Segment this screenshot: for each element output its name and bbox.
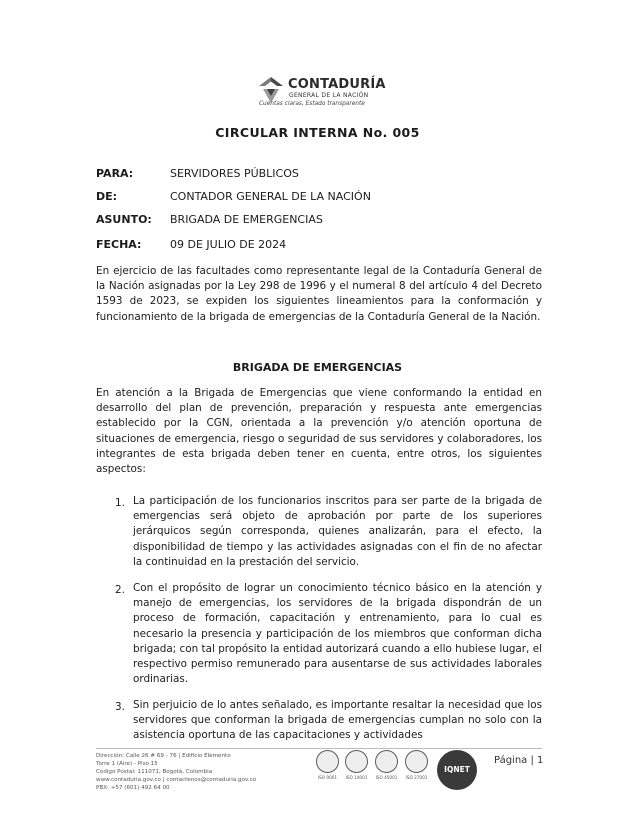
certification-seal-icon (316, 750, 339, 773)
iqnet-seal-icon: IQNET (437, 750, 477, 790)
document-title: CIRCULAR INTERNA No. 005 (215, 125, 420, 140)
certification-badge: ISO 45001 (375, 750, 398, 780)
certification-badge: ISO 27001 (405, 750, 428, 780)
meta-label-de: DE: (96, 190, 118, 203)
list-item-1: La participación de los funcionarios inscritos para ser parte de la brigada de emergencias será objeto de aprobación por parte de los superiores jerárquicos según corresponda, quienes analizarán, para el efecto, la disponibilidad de tiempo y las actividades asignadas con el fin de no afectar la continuidad en la prestación del servicio. (133, 495, 542, 568)
meta-value-de: CONTADOR GENERAL DE LA NACIÓN (170, 190, 371, 203)
meta-value-para: SERVIDORES PÚBLICOS (170, 167, 299, 180)
certification-seal-icon (345, 750, 368, 773)
certification-badge: ISO 9001 (316, 750, 339, 780)
page-number: Página | 1 (494, 755, 544, 766)
meta-label-fecha: FECHA: (96, 238, 142, 251)
certification-badge: ISO 14001 (345, 750, 368, 780)
list-item-3: Sin perjuicio de lo antes señalado, es importante resaltar la necesidad que los servidores que conforman la brigada de emergencias cumplan no solo con la asistencia oportuna de las capacitaciones y actividades (133, 699, 542, 742)
footer-line: PBX: +57 (601) 492 64 00 (96, 785, 170, 791)
item-number-1: 1. (115, 497, 125, 509)
section-title: BRIGADA DE EMERGENCIAS (232, 361, 403, 374)
list-item-2: Con el propósito de lograr un conocimiento técnico básico en la atención y manejo de emergencias, los servidores de la brigada dispondrán de un proceso de formación, capacitación y entrenamiento, para lo cual es necesario la presencia y participación de los miembros que conforman dicha brigada; con tal propósito la entidad autorizará cuando a ello hubiese lugar, el respectivo permiso remunerado para ausentarse de sus actividades laborales ordinarias. (133, 582, 542, 686)
item-number-2: 2. (115, 584, 125, 596)
meta-label-para: PARA: (96, 167, 134, 180)
meta-value-asunto: BRIGADA DE EMERGENCIAS (170, 213, 323, 226)
certification-seal-icon (375, 750, 398, 773)
org-subtitle: GENERAL DE LA NACIÓN (289, 92, 369, 99)
meta-value-fecha: 09 DE JULIO DE 2024 (170, 238, 287, 251)
org-tagline: Cuentas claras, Estado transparente (259, 101, 365, 107)
intro-paragraph: En ejercicio de las facultades como representante legal de la Contaduría General de la Nación asignadas por la Ley 298 de 1996 y el numeral 8 del artículo 4 del Decreto 1593 de 2023, se expiden los siguientes lineamientos para la conformación y funcionamiento de la brigada de emergencias de la Contaduría General de la Nación. (96, 265, 542, 323)
footer-divider (96, 748, 542, 749)
certification-seal-icon (405, 750, 428, 773)
footer-line: Torre 1 (Aire) - Piso 15 (96, 761, 158, 767)
cgn-logo-icon (258, 76, 284, 104)
org-name: CONTADURÍA (288, 77, 386, 92)
footer-line: Dirección: Calle 26 # 69 - 76 | Edificio Elemento (96, 753, 231, 759)
item-number-3: 3. (115, 701, 125, 713)
meta-label-asunto: ASUNTO: (96, 213, 152, 226)
footer-email-link[interactable]: www.contaduria.gov.co | contactenos@contaduria.gov.co (96, 777, 257, 783)
footer-address (96, 752, 256, 792)
section-intro-paragraph: En atención a la Brigada de Emergencias que viene conformando la entidad en desarrollo del plan de prevención, preparación y respuesta ante emergencias establecido por la CGN, orientada a la prevención y/o atención oportuna de situaciones de emergencia, riesgo o seguridad de sus servidores y colaboradores, los integrantes de esta brigada deben tener en cuenta, entre otros, los siguientes aspectos: (96, 387, 542, 476)
footer-line: Código Postal: 111071, Bogotá, Colombia (96, 769, 213, 775)
